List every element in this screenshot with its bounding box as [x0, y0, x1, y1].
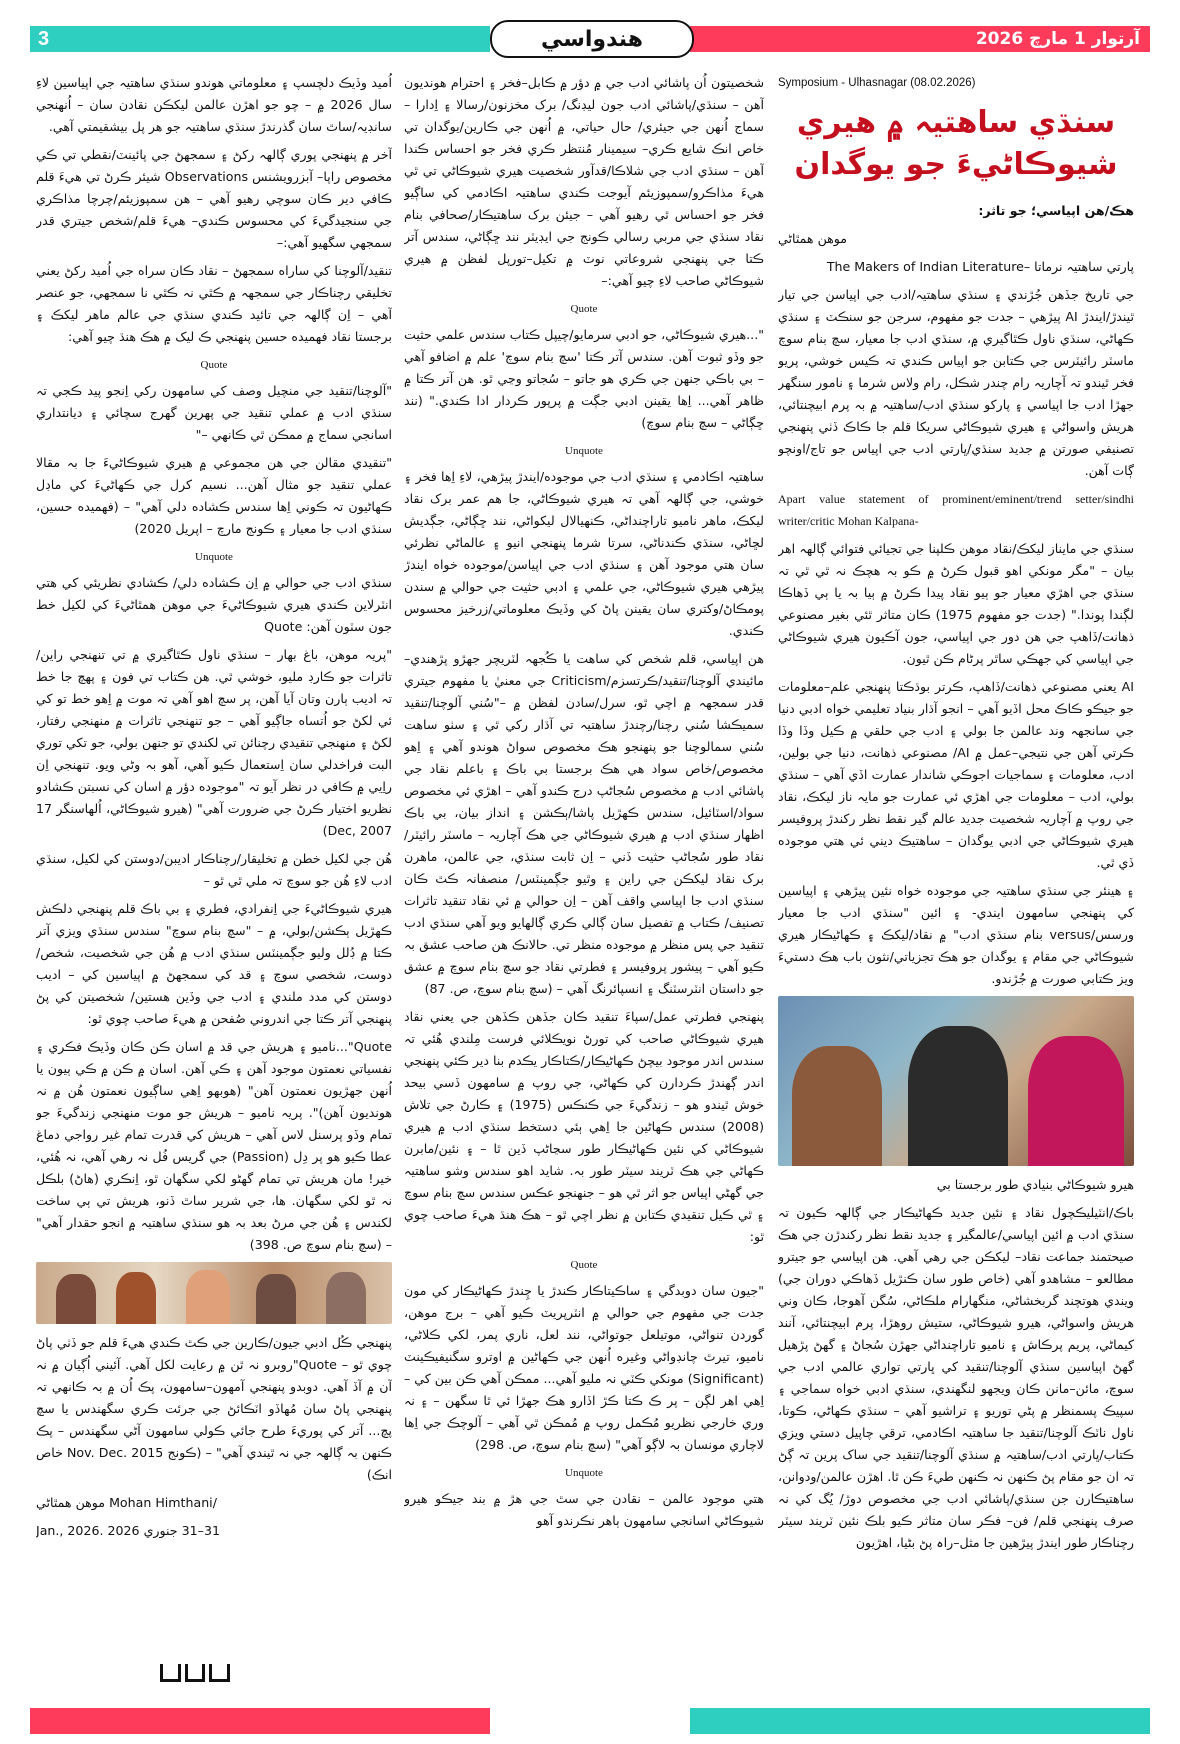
column-right — [778, 72, 1134, 1632]
footer-bar — [30, 1708, 1150, 1734]
section-byline: هڪ/هن اپياسي؛ جو تاثر: — [978, 203, 1134, 218]
photo-speakers — [778, 996, 1134, 1166]
masthead-logo: هندواسي — [490, 20, 694, 58]
author-name: موهن همٿاڻي — [778, 231, 848, 246]
quote-tag: Quote — [570, 1259, 598, 1271]
unquote-tag: Unquote — [565, 445, 603, 457]
author-signature: /Mohan Himthani موهن همٿاڻي — [36, 1495, 217, 1510]
paragraph: هن اپياسي، قلم شخص کي ساهت يا ڪُجهہ لٽريچر جهڙو پڙهندي–مائيندي آلوچنا/تنقيد/ڪرتسزم/Criticism جي معنيٰ يا مفهوم جيتري قدر سمجهہ ۾ اچي ٿو، سرل/سادن لفظن ۾ –"سُني آلوچنا/تنقيد سميڪشا سُني رچنا/رچندڙ ساهتيہ تي آڌار رکي ٿي ۽ سٺو ساهت سُني سمالوچنا جو پنهنجو هڪ مخصوص سواڻ هوندو آهي ۽ اِهو مخصوص/خاص سواد هي هڪ برجستا بي باڪ ۽ باعلم نقاد جي پاشائي ادب ۾ مخصوص سُجاڻپ درج ڪندو آهي – اهڙي ئي مخصوص سواد/اسٽائيل، سندس ڪهڙيل پاشا/ٻڪشن ۽ انداز بيان، بي باڪ اظهار سنڌي ادب ۾ هيري شيوڪاڻي جي هڪ آچاريہ – ماسٽر رائيٽر/نقاد طور سُجاڻپ حثيت ڏني – اِن ثابت سنڌي، جي عالمن، ماهرن برک نقاد ليکڪن جي راين ۽ وٿيو جڳمينٽس/ منصفانہ ڪٿ ڪان سنڌي ادب جا اپياسي واقف آهن – اِن حوالي ۾ ئي نقاد تنقيد تاثرات تصنيف/ ڪتاب ۾ تفصيل سان ڳالي ڪري ڳالهايو ويو آهي سنڌي ادب تنقيد جي پس منظر ۾ موجوده منظر تي. حالانڪ هن صاحب عشق بہ ڪيو آهي – پيشور پروفيسر ۽ فطرتي نقاد جو سچ بنام سوچ ۾ عشق جو داستان انٽرسٽنگ ۽ انسپائرنگ آهي – (سچ بنام سوچ، ص. 87) — [404, 651, 764, 996]
headline-line-1: سنڌي ساهتيہ ۾ هيري — [796, 105, 1116, 140]
quote-paragraph: "پريہ موهن، باغ بهار – سنڌي ناول ڪٿاگيري ۾ تي تنهنجي راين/تاثرات جو ڪارڊ مليو، خوشي ٿي. هن ڪتاب تي فون ۽ پهچ جا خط تہ اديب ٻارن وتان آيا آهن، پر سچ اهو آهي تہ موت ۾ اِهو خط تو کي ئي لکڻ جو اُتساه جاڳيو آهي – جو تنهنجي تاثرات ۾ منهنجي رفتار، لکڻ ۽ منهنجي تنقيدي رچنائن تي لکندي تو جنهن بولي، جو تکي توري البت فراخدلي سان اِستعمال ڪيو آهي، آهو بہ وڻي ويو. تنهنجي اِن راِيي ۾ ڪافي در نظر آيو تہ "موجوده دؤر ۾ اسان کي نسبتن ڪشادو نظريو اختيار ڪرڻ جي ضرورت آهي" (هيرو شيوڪاڻي، اُلهاسنگر 17 Dec, 2007) — [36, 647, 392, 838]
paragraph: پنهنجي ڪُل ادبي جيون/ڪارين جي ڪٿ ڪندي هيءَ قلم جو ڏٺي پاڻ چوي ٿو – Quote"روبرو نہ ٿن ۾ رعايت لکل آهي. آئيني اُڳيان ۾ نہ آن ۾ آڏ آهي. دوبدو پنهنجي آمهون–سامهون، پڪ اُن ۾ بہ ڪانهي تہ پنهنجي پاڻ سان مُهاڏو اٽڪائڻ جي جرئت ڪري سگهندس يا سچ پچ... آتر کي پوريءَ طرح جائي ڪولي سامهون آڻي سگهندس – پڪ ڪنهن بہ ڳالهہ جي نہ ٿيندي آهي" – (ڪونج Nov. Dec. 2015 خاص انڪ) — [36, 1335, 392, 1482]
paragraph: باڪ/انٽيليڪچول نقاد ۽ نئين جديد ڪهاڻيڪار جي ڳالهہ ڪيون تہ سنڌي ادب ۾ ائين اپياسي/عالمگير ۽ جديد نقط نظر رکندڙن جي هڪ صيحتمند جماعت نقاد– ليکڪن جي رهي آهي. هن اپياسي جو جيترو مطالعو – مشاهدو آهي (خاص طور سان ڪنڙيل ڏهاڪي دوران جي) ويندي هوتچند گربخشاڻي، منگهارام ملڪاڻي، سُگن آهوجا، ڪان وني هريش واسواڻي، هيرو شيوڪاڻي، ستيش روهڙا، پرم ابيچنتائي، آنند کيماڻي، پريم پرڪاش ۽ ناميو تاراچنداڻي جهڙن سُجاڻ ۽ گھڻ پڙهيل گهڻ اپياسين سنڌي آلوچنا/تنقيد کي ڀارتي تواري عالمي ادب جي سوچ، مائن–مانن ڪان ويجهو لنگهندي، سنڌي ادبي خواه سماجي ۽ سپيڪ پسمنظر ۾ پڻي توريو ۽ تراشيو آهي – سنڌي ڪهاڻي، ڪوتا، ناول ناٽڪ آلوچنا/تنقيد جا ساهتيہ اڪادمي، ترقي چاپيل دستي ويزي ڪتاب/ڀارتي ادب/ساهتيہ ۾ سنڌي آلوچنا/تنقيد جي ساک پرين تہ ڳڻ تہ ان جو مقام پڻ ڪنهن نہ ڪنهن طيءَ ڪن ٿا. اهڙن عالمن/ودوانن، ساهتيڪارن جن سنڌي/پاشائي ادب جي مخصوص دوڙ/ يُگ کي نہ صرف پنهنجي قلم/ فن– فڪر سان متاثر ڪيو بلڪ نئين ٽريند سيٽر رچناڪار طور ايندڙ پيڙهين جا مثل–راہ پڻ بڻيا، اهڙيون — [778, 1205, 1134, 1550]
apart-line: Apart value statement of prominent/eminent/trend setter/sindhi writer/critic Mohan Kalpana- — [778, 492, 1134, 528]
paragraph: هيري شيوڪاڻيءَ جي اِنفرادي، فطري ۽ بي باڪ قلم پنهنجي دلڪش ڪهڙيل ٻڪشن/بولي، ۾ – "سچ بنام سوچ" سندس سنڌي ويزي آتر ڪتا ۾ ڊُلل وليو جڳمينٽس سنڌي ادب ۾ هُن جي شخصيت، شخص/دوست، شخصي سوچ ۽ قد کي سمجهڻ ۾ اپياسين کي – اديب دوستن کي مدد ملندي ۽ ادب جي وڏين هستين/ شخصيتن کي پڻ پنهنجي آتر ڪتا جي اندروني صُفحن ۾ هيءَ صاحب چوي ٿو: — [36, 901, 392, 1026]
article-headline — [778, 102, 1134, 186]
photo-caption: هيرو شيوڪاڻي بنيادي طور برجستا بي — [936, 1177, 1134, 1192]
paragraph: سنڌي ادب جي حوالي ۾ اِن ڪشاده دلي/ ڪشادي نظريئي کي هتي انٽرلاين ڪندي هيري شيوڪاڻيءَ جي موهن همٿاڻيءَ کي لکيل خط جون سٽون آهن: Quote — [36, 575, 392, 634]
quote-tag: Quote — [570, 303, 598, 315]
paragraph: تنقيد/آلوچنا کي ساراه سمجهڻ – نقاد ڪان سراه جي اُميد رکڻ يعني تخليقي رچناڪار جي سمجهہ ۾ ڪٿي نہ ڪٿي نا سمجهي، جو عنصر آهي – اِن ڳالهہ جي تائيد ڪندي سنڌي جي عالم ماهر ليکڪ ۽ برجستا نقاد فهميده حسين پنهنجي ڪ ليک ۾ هڪ هنڌ چيو آهي: — [36, 263, 392, 344]
paragraph: ۽ هينئر جي سنڌي ساهتيہ جي موجوده خواه نئين پيڙهي ۽ اپياسين کي پنهنجي سامهون ايندي- ۽ ائين "سنڌي ادب جا معيار ورسس/versus بنام سنڌي ادب" ۾ نقاد/ليکڪ ۽ ڪهاڻيڪار هيري شيوڪاڻي جي مقام ۽ يوگدان جو هڪ تجزياتي/نثون باب هڪ دستيءَ ويز ڪتابي صورت ۾ جُڙندو. — [778, 883, 1134, 986]
paragraph: هتي موجود عالمن – نقادن جي سٿ جي هڙ ۾ بند جيڪو هيرو شيوڪاڻي اسانجي سامهون ٻاهر نڪرندو آهو — [404, 1491, 764, 1528]
quote-paragraph: "جيون سان دوبدگي ۽ ساڪيتاڪار ڪندڙ يا چِندڙ ڪهاڻيڪار کي مون جدت جي مفهوم جي حوالي ۾ انٽرپريٽ ڪيو آهي – برج موهن، گوردن تنواڻي، موتيلعل جوتواڻي، نند لعل، ناري پمر، لکي ڪلاڻي، ناميو، تيرٿ چانڊواڻي وغيره اُنهن جي ڪهاڻين ۾ اوترو سگنيفيڪينٽ (Significant) مونکي ڪٽي نہ مليو آهي... ممڪن آهي ڪن بين کي – اِهي اهر لڳن – پر ڪ ڪتا ڪڙ اڏارو هڪ جهڙا ئي ٿا سگهن – ۽ نہ وري خارجي نظريو مُڪمل روپ ۾ مُمڪن ٿي آهي – آلوچڪ جي اِها لاچاري مونسان بہ لاڳو آهي" (سچ بنام سوچ، ص. 298) — [404, 1283, 764, 1452]
quote-paragraph: Quote"...ناميو ۽ هريش جي قد ۾ اسان ڪن ڪان وڏيڪ فڪري ۽ نفسياتي نعمتون موجود آهن ۽ ڪي آهن. اسان ۾ ڪن ۾ ڪي ٻيون يا اُنهن جهڙيون نعمتون آهن" (هوبهو اِهي ساڳيون نعمتون هُن ۾ نہ هونديون آهن)". پريہ ناميو – هريش جو موت منهنجي زندگيءَ جو تمام وڏو پرسنل لاس آهي – هريش کي قدرت تمام غير رواجي دماغ عطا ڪيو هو پر دِل (Passion) جي گريس فُل نہ رهي آهي، نہ هُئي، خير! مان هريش تي تمام گهڻو لکي سگهان ٿو، اِنڪري (هاڻ) بلڪل نہ ٿو لکي سگهان. ها، جي شرير ساٿ ڏنو، هريش تي ٻي ساخت لکندس ۽ هُن جي مرڻ بعد بہ هو سنڌي ساهتيہ ۾ انجو حقدار آهي" – (سچ بنام سوچ ص. 398) — [36, 1039, 392, 1252]
paragraph: هُن جي لکيل خطن ۾ تخليقار/رچناڪار اديبن/دوستن کي لکيل، سنڌي ادب لاءِ هُن جو سوچ تہ ملي ٿي ٿو – — [36, 851, 392, 888]
column-left — [36, 72, 392, 1632]
headline-line-2: شيوڪاڻيءَ جو يوگدان — [794, 147, 1118, 182]
symposium-line: Symposium - Ulhasnagar (08.02.2026) — [778, 77, 976, 89]
paragraph: AI يعني مصنوعي ذهانت/ڏاهپ، ڪرتر بوڌڪتا پنهنجي علم–معلومات جو جيڪو ڪاڪ محل اڏيو آهي – انجو آڌار بنياد تعليمي خواه ادبي دنيا جي سانجهہ وند عالمن جا بولي ۽ ادب جي حلقي ۾ ڪيل وڏا وڏا ڪرتي آهن جي نتيجي–عمل ۾ AI/ مصنوعي ذهانت، دنيا جي بولين، ادب، معلومات ۽ سماجيات اجوڪي شاندار عمارت اڏي آهي – سنڌي بولي، ادب – معلومات جي اهڙي ئي عمارت جو مايہ ناز ليکڪ، نقاد جي روپ ۾ آچاريہ شخصيت جديد عالم گير نقط نظر رکندڙ پروفيسر هيري شيوڪاڻي جي ادبي يوگدان – ساهتيڪ ديني ئي هتي موجوده ڏي ٿي. — [778, 679, 1134, 870]
paragraph: سنڌي جي مايناز ليکڪ/نقاد موهن ڪلپنا جي تجيائي فتوائي ڳالهہ اهر بيان – "مگر مونکي اهو قبول ڪرڻ ۾ ڪو بہ هچڪ نہ ٿي ٿي تہ سنڌي جي اهڙي معيار جو ٻيو نقاد پيدا ڪرڻ ۾ ٻيا بہ يا ٻي ڏهاڪا لڳندا پوندا." (جدت جو مفهوم 1975) ڪان متاثر ٿئي بغير مصنوعي ذهانت/ڏاهپ جي هن دور جي اپياسي، جون آڪيون هيري شيوڪاڻي جي اپياسي کي جھڪي ساٿر پرڻام ڪن ٿيون. — [778, 541, 1134, 666]
header-accent-right — [690, 26, 1150, 52]
photo-group — [36, 1262, 392, 1324]
quote-tag: Quote — [200, 359, 228, 371]
footer-accent-left — [30, 1708, 490, 1734]
unquote-tag: Unquote — [195, 551, 233, 563]
footer-ornament-icon — [160, 1664, 230, 1682]
paragraph: پنهنجي فطرتي عمل/سپاءَ تنقيد ڪان جڏهن ڪڏهن جي يعني نقاد هيري شيوڪاڻي صاحب کي تورڻ نويڪلائي فرست مِلندي هُئي تہ سندس اندر موجود بيچڻ ڪهاڻيڪار/ڪتاڪار يڪدم بنا دير ڪئي پنهنجي اندر ڳهندڙ ڪردارن کي ڪهاڻي، جي روپ ۾ سامهون ڏسي بيحد خوش ٿيندو هو – زندگيءَ جي ڪنڪس (1975) ۽ ڪارڻ جي تلاش (2008) سندس ڪهاڻين جا اِهي ٻئي دستخط سنڌي ادب ۾ هيري شيوڪاڻي کي نئين ڪهاڻيڪار طور سڃاڻپ ڏين ٿا – ۽ نئين/مابرن ڪهاڻي جي هڪ ٽريند سيٽر طور بہ. شايد اهو سندس وشو ساهتيہ جي گهڻي اپياس جو اثر ٿي هو – جنهنجو عڪس سندس سچ بنام سوچ ۽ ٿي ڪيل تنقيدي ڪتابن ۾ نظر اچي ٿو – هڪ هنڌ هيءَ صاحب چوي ٿو: — [404, 1009, 764, 1244]
column-middle — [404, 72, 764, 1632]
quote-paragraph: "آلوچنا/تنقيد جي منچيل وصف کي سامهون رکي اِنجو پيد ڪجي تہ سنڌي ادب ۾ عملي تنقيد جي پهرين گهرج سچائي ۽ ديانتداري اسانجي سماج ۾ ممڪن ٿي ڪانهي –" — [36, 383, 392, 442]
paragraph: جي تاريخ جڏهن جُڙندي ۽ سنڌي ساهتيہ/ادب جي اپياسن جي تيار ٿيندڙ/ايندڙ AI پيڙهي – جدت جو مفهوم، سرجن جو سنڪٽ ۽ سنڌي ڪهاڻي، سنڌي ناول ڪٿاگيري ۾، سنڌي ادب جا معيار، سچ بنام سوچ ماسٽر رائيٽرس جي ڪتابن جو اپياس ڪندي تہ ڪيس خوشي، پريو فخر ٿيندو تہ آچاريہ رام چندر شڪل، رام ولاس شرما ۽ نامور سنگھر جھڙا ادب جا اپياسي ۽ پارکو سنڌي ادب/ساهتيہ ۾ بہ پرم ابيچنتائي، هريش واسواڻي ۽ هيري شيوڪاڻي سريکا قلم جا ڪاڪ ڏٺي پنهنجي تصنيفي صورتن ۾ جديد سنڌي/ڀارتي ادب جي اپياس جو تاج/اونچو ڳات آهن. — [778, 287, 1134, 478]
makers-line: پارتي ساهتيہ نرماتا –The Makers of Indian Literature — [826, 259, 1134, 274]
issue-date: آرتوار 1 مارچ 2026 — [975, 29, 1140, 49]
quote-paragraph: "تنقيدي مقالن جي هن مجموعي ۾ هيري شيوڪاڻيءَ جا بہ مقالا عملي تنقيد جو مثال آهن... نسيم کرل جي ڪهاڻيءَ کي ماڊل ڪهاڻيون تہ ڪوني اِها سندس ڪشاده دلي آهي" – (فهميده حسين، سنڌي ادب جا معيار ۽ ڪونج مارچ – اپريل 2020) — [36, 455, 392, 536]
unquote-tag: Unquote — [565, 1467, 603, 1479]
paragraph: شخصيتون اُن پاشائي ادب جي ۾ دؤر ۾ ڪابل–فخر ۽ احترام هونديون آهن – سنڌي/پاشائي ادب جون ليڊنگ/ برک مخزنون/رسالا ۽ اِدارا – سماج اُنهن جي جيئري/ حال حياتي، ۾ اُنهن جي ڪارين/يوگدان تي خاص انڪ شايع ڪري– سيمينار مُنتظر ڪري فخر جو احساس ڪندا آهن – سنڌي ادب جي شلاڪا/قدآور شخصيت هيري شيوڪاڻي تي ٿي هيءَ مذاڪرو/سمپوزيئم آيوجت ڪندي ساهتيہ اڪادمي کي ساڳيو فخر جو احساس ٿي رهيو آهي – جيئن برک ساهتيڪار/صحافي بنام نقاد سنڌي جي مربي رسالي ڪونج جي ايڊيٽر نند ڇڳاڻي، سندس آتر ڪتا جي پنهنجي شروعاتي نوٽ ۾ تکيل–تورپل لفظن ۾ هيري شيوڪاڻي صاحب لاءِ چيو آهي:– — [404, 75, 764, 288]
paragraph: آخر ۾ پنهنجي پوري ڳالهہ رکڻ ۽ سمجهڻ جي پائينٽ/نقطي تي ڪي مخصوص راپا– آبزرويشنس Observations شيئر ڪرڻ تي هيءَ قلم ڪافي دير ڪان سوچي رهيو آهي – هن سمپوزيئم/چرچا مذاڪري جي سنجيدگيءَ کي محسوس ڪندي– هيءَ قلم/شخص جيتري قدر سمجهي سگهيو آهي:– — [36, 147, 392, 250]
header-accent-left — [30, 26, 490, 52]
footer-accent-right — [690, 1708, 1150, 1734]
article-date: 31–31 جنوري 2026 .Jan., 2026 — [36, 1523, 220, 1538]
paragraph: اُميد وڏيڪ دلچسپ ۽ معلوماتي هوندو سنڌي ساهتيہ جي اپياسين لاءِ سال 2026 ۾ – چو جو اهڙن عالمن ليکڪن نقادن سان – اُنهنجي سانڊيہ/ساٿ سان گذرندڙ سنڌي ساهتيہ جو هر پل بيشقيمتي آهي. — [36, 75, 392, 134]
page-number: 3 — [38, 28, 50, 50]
paragraph: ساهتيہ اڪادمي ۽ سنڌي ادب جي موجوده/ايندڙ پيڙهي، لاءِ اِها فخر ۽ خوشي، جي ڳالهہ آهي تہ هيري شيوڪاڻي، جا هم عمر برک نقاد ليکڪ، ماهر ناميو تاراچنداڻي، ڪنهيالال ليکواڻي، نند ڇڳاڻي، جڳديش لڇاڻي، سنڌي ڪندناڻي، سرتا شرما پنهنجي انيو ۽ عالماڻي نظرئي سان هتي موجود آهن ۽ سنڌي ادب جي اپياسن/موجوده خواه ايندڙ پيڙهي هيري شيوڪاڻي، جي علمي ۽ ادبي حثيت جي حوالي ۾ سندن پومڪاڻ/وکتري سان يقينن پاڻ کي وڏيڪ معلوماتي/زرخيز محسوس ڪندي. — [404, 469, 764, 638]
quote-paragraph: "...هيري شيوڪاڻي، جو ادبي سرمايو/چيپل ڪتاب سندس علمي حثيت جو وڏو ثبوت آهن. سندس آتر ڪتا 'سچ بنام سوچ' علم ۾ اضافو آهي – بي باڪي جنهن جي ڪري هو جاتو – سُجاتو وڃي ٿو. هن آتر ڪتا ۾ ظاهر آهي... اِها يقينن ادبي جڳت ۾ پرپور ڪردار ادا ڪندي." (نند ڇڳاڻي – سچ بنام سوچ) — [404, 327, 764, 430]
